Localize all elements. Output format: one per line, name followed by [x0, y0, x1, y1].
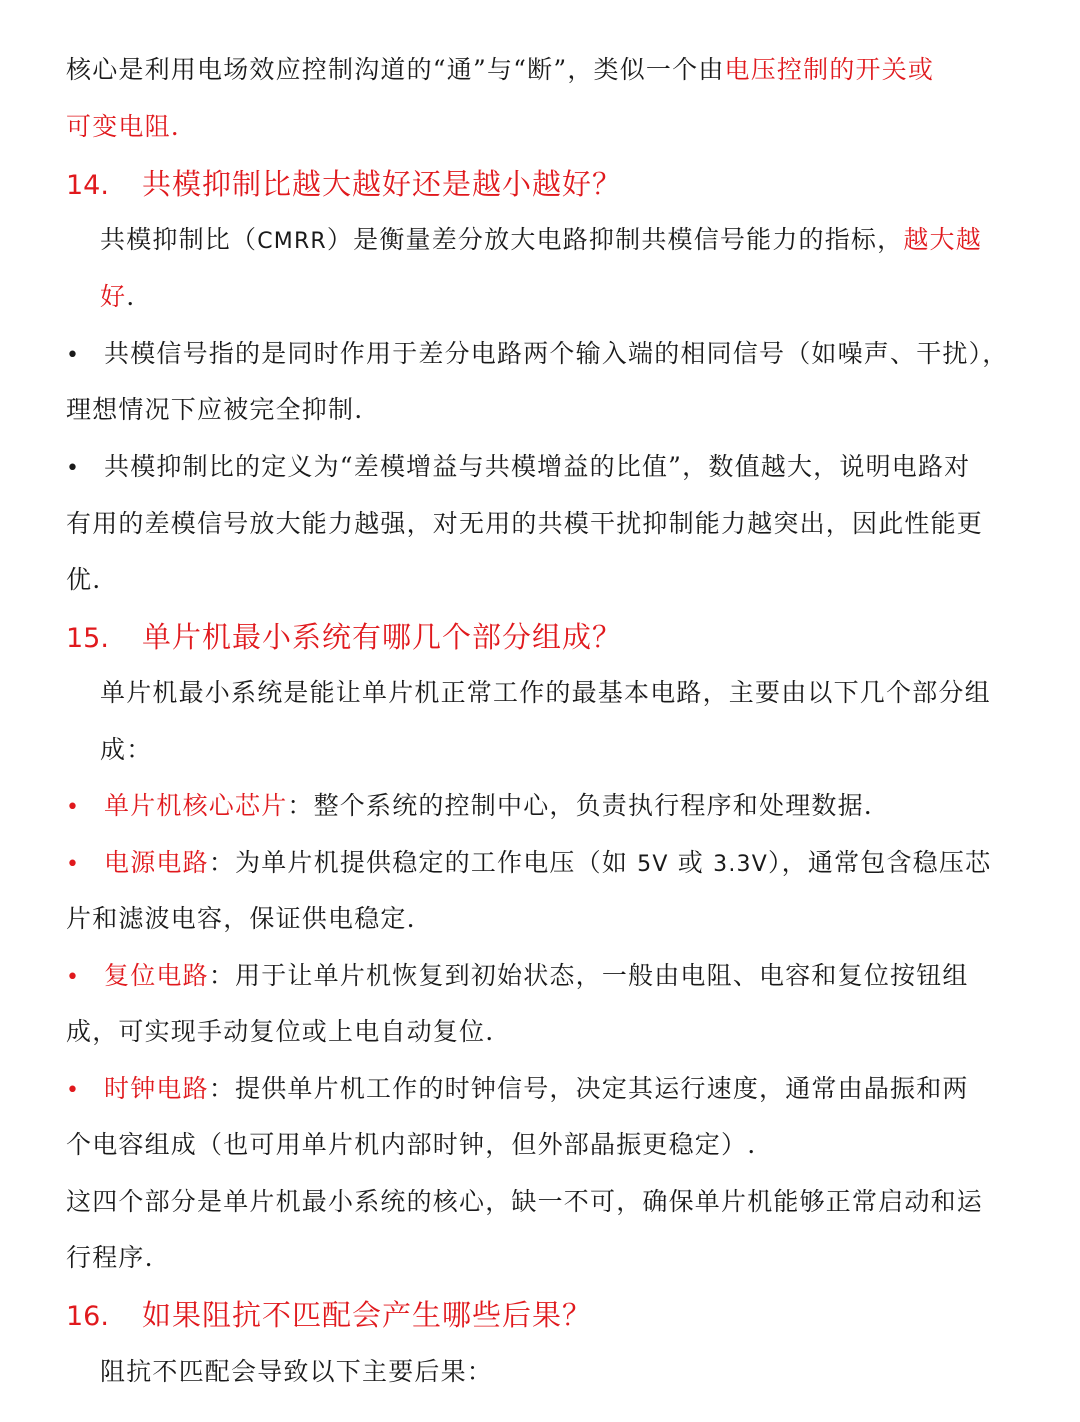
question-title: 共模抑制比越大越好还是越小越好？ — [142, 167, 623, 201]
q15-bullet-chip — [66, 786, 873, 828]
answer-text: ）是衡量差分放大电路抑制共模信号能力的指标， — [326, 225, 904, 254]
q15-bullet-reset — [66, 956, 969, 998]
bullet-text: ：整个系统的控制中心，负责执行程序和处理数据. — [287, 791, 873, 820]
voltage-value: 5V — [637, 852, 669, 877]
bullet-text: 共模信号指的是同时作用于差分电路两个输入端的相同信号（如噪声、干扰）， — [104, 339, 1009, 368]
q15-summary-line-1: 这四个部分是单片机最小系统的核心，缺一不可，确保单片机能够正常启动和运 — [66, 1187, 984, 1216]
bullet-icon: • — [66, 343, 81, 368]
q15-bullet-reset-cont: 成，可实现手动复位或上电自动复位. — [66, 1017, 495, 1046]
bullet-icon: • — [66, 1078, 81, 1103]
bullet-icon: • — [66, 456, 81, 481]
bullet-text: ：提供单片机工作的时钟信号，决定其运行速度，通常由晶振和两 — [208, 1074, 969, 1103]
bullet-label: 电源电路 — [104, 848, 209, 877]
bullet-text: ），通常包含稳压芯 — [767, 848, 992, 877]
bullet-label: 单片机核心芯片 — [104, 791, 288, 820]
bullet-text: 共模抑制比的定义为“差模增益与共模增益的比值”，数值越大，说明电路对 — [104, 452, 971, 481]
voltage-value: 3.3V — [713, 852, 768, 877]
bullet-text: ：为单片机提供稳定的工作电压（如 — [208, 848, 638, 877]
intro-text: 核心是利用电场效应控制沟道的“通”与“断”，类似一个由 — [66, 55, 725, 84]
q15-intro-line-2: 成： — [100, 735, 153, 764]
q14-bullet-2 — [66, 447, 970, 489]
intro-highlight: 电压控制的开关或 — [724, 55, 935, 84]
q14-answer-line-2 — [100, 277, 135, 317]
q15-bullet-power — [66, 843, 991, 885]
answer-highlight: 越大越 — [903, 225, 982, 254]
question-16-heading — [66, 1293, 592, 1339]
q15-bullet-clock-cont: 个电容组成（也可用单片机内部时钟，但外部晶振更稳定）. — [66, 1130, 757, 1159]
question-number: 16. — [66, 1301, 109, 1332]
q15-intro-line-1: 单片机最小系统是能让单片机正常工作的最基本电路，主要由以下几个部分组 — [100, 678, 991, 707]
bullet-icon: • — [66, 795, 81, 820]
bullet-label: 时钟电路 — [104, 1074, 209, 1103]
intro-line-1 — [66, 50, 934, 90]
question-number: 14. — [66, 170, 109, 201]
cmrr-abbr: CMRR — [257, 229, 327, 254]
q16-intro-line-1: 阻抗不匹配会导致以下主要后果： — [100, 1357, 494, 1386]
q15-summary-line-2: 行程序. — [66, 1243, 154, 1272]
question-title: 如果阻抗不匹配会产生哪些后果？ — [142, 1298, 593, 1332]
question-15-heading — [66, 615, 622, 661]
q14-bullet-1 — [66, 334, 1009, 376]
answer-text: . — [126, 282, 136, 311]
q14-bullet-1-cont: 理想情况下应被完全抑制. — [66, 395, 364, 424]
bullet-text: ：用于让单片机恢复到初始状态，一般由电阻、电容和复位按钮组 — [208, 961, 969, 990]
q15-bullet-power-cont: 片和滤波电容，保证供电稳定. — [66, 904, 416, 933]
q15-bullet-clock — [66, 1069, 969, 1111]
q14-answer-line-1 — [100, 220, 982, 262]
bullet-label: 复位电路 — [104, 961, 209, 990]
question-number: 15. — [66, 623, 109, 654]
q14-bullet-2-cont: 有用的差模信号放大能力越强，对无用的共模干扰抑制能力越突出，因此性能更 — [66, 509, 984, 538]
intro-line-2: 可变电阻. — [66, 112, 180, 141]
question-14-heading — [66, 162, 622, 208]
bullet-icon: • — [66, 852, 81, 877]
question-title: 单片机最小系统有哪几个部分组成？ — [142, 620, 623, 654]
answer-highlight: 好 — [100, 282, 127, 311]
bullet-icon: • — [66, 965, 81, 990]
bullet-text: 或 — [668, 848, 714, 877]
answer-text: 共模抑制比（ — [100, 225, 258, 254]
q14-bullet-2-cont-2: 优. — [66, 565, 102, 594]
